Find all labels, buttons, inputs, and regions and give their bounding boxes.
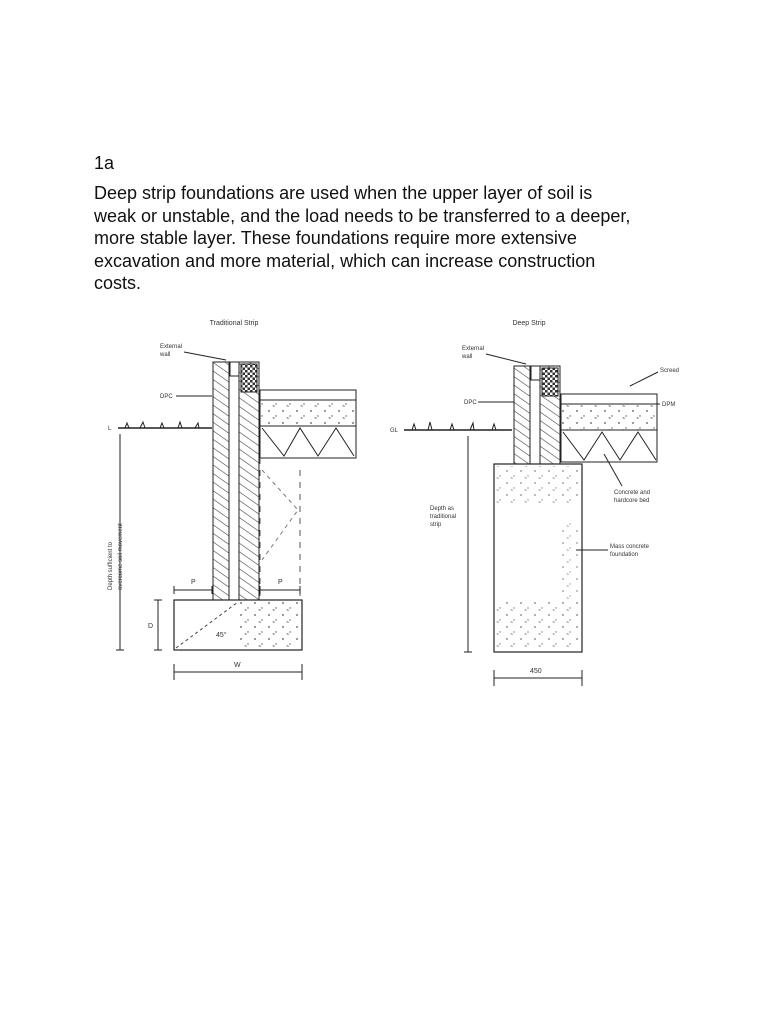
concrete-bed-label [614,490,652,504]
ground-level-label: L [108,426,112,432]
concrete-bed-label-line: Concrete and [614,490,651,496]
paragraph-line: excavation and more material, which can increase construction [94,250,596,271]
dpc-label: DPC [464,400,477,406]
deep-strip-diagram [390,320,679,686]
footing-depth-label: D [148,623,154,630]
paragraph-line: more stable layer. These foundations require more extensive [94,228,577,248]
dpc-label: DPC [160,394,173,400]
depth-label-line: Depth as [430,506,455,512]
deep-strip-title: Deep Strip [512,320,546,327]
external-wall-label-line: wall [160,352,171,358]
body-paragraph [94,182,654,295]
mass-concrete-label-line: foundation [610,552,639,558]
section-heading: 1a [94,153,115,173]
screed-label: Screed [660,368,680,374]
external-wall-label [461,346,486,360]
external-wall-label-line: External [462,346,485,352]
foundation-width-label: 450 [530,668,542,675]
external-wall-label [159,344,184,358]
depth-label-line: traditional [430,514,457,520]
external-wall-label-line: wall [462,354,473,360]
depth-sufficient-label [108,523,124,590]
paragraph-line: costs. [94,273,142,293]
angle-label: 45° [216,632,227,639]
depth-label-line: Depth sufficient to [108,542,114,590]
depth-label-line: strip [430,522,442,528]
projection-left-label: P [191,579,196,586]
projection-right-label: P [278,579,283,586]
paragraph-line: weak or unstable, and the load needs to be transferred to a deeper, [94,205,631,226]
footing-width-label: W [234,662,241,669]
mass-concrete-label [610,544,651,558]
depth-as-traditional-label [430,506,458,528]
paragraph-line: Deep strip foundations are used when the upper layer of soil is [94,183,593,203]
depth-label-line: overcome soil movement [118,523,124,590]
external-wall-label-line: External [160,344,183,350]
ground-level-label: GL [390,428,399,434]
foundation-diagrams [0,300,768,700]
traditional-strip-diagram [108,320,356,680]
dpm-label: DPM [662,402,676,408]
concrete-bed-label-line: hardcore bed [614,498,650,504]
mass-concrete-label-line: Mass concrete [610,544,650,550]
traditional-strip-title: Traditional Strip [209,320,259,327]
